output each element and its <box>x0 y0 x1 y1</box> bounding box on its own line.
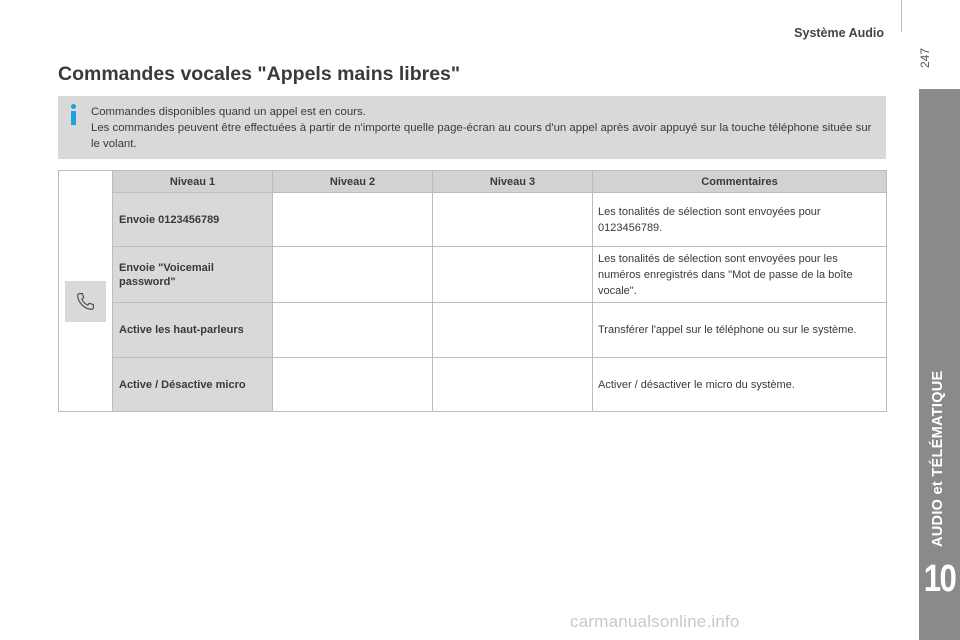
info-line-1: Commandes disponibles quand un appel est en cours. <box>91 106 366 118</box>
table-row <box>59 303 887 358</box>
table-row <box>59 247 887 303</box>
row-level-3 <box>433 193 593 247</box>
watermark: carmanualsonline.info <box>570 612 740 631</box>
row-level-2 <box>273 303 433 358</box>
table-header-row <box>59 171 887 193</box>
info-icon <box>64 104 84 126</box>
header-level-2: Niveau 2 <box>273 171 433 193</box>
header-level-1: Niveau 1 <box>113 171 273 193</box>
row-comment: Transférer l'appel sur le téléphone ou sur le système. <box>593 303 887 358</box>
row-level-2 <box>273 358 433 412</box>
row-level-1: Active / Désactive micro <box>113 358 273 412</box>
row-level-3 <box>433 358 593 412</box>
header-comments: Commentaires <box>593 171 887 193</box>
info-box <box>58 96 886 159</box>
chapter-number: 10 <box>923 558 956 600</box>
row-level-3 <box>433 247 593 303</box>
row-comment: Activer / désactiver le micro du système. <box>593 358 887 412</box>
voice-commands-table <box>58 170 887 412</box>
side-tab-label: AUDIO et TÉLÉMATIQUE <box>930 370 946 547</box>
row-level-3 <box>433 303 593 358</box>
row-comment: Les tonalités de sélection sont envoyées pour 0123456789. <box>593 193 887 247</box>
row-level-1: Envoie 0123456789 <box>113 193 273 247</box>
row-level-1: Active les haut-parleurs <box>113 303 273 358</box>
chapter-header: Système Audio <box>794 26 884 40</box>
header-divider <box>901 0 902 32</box>
row-level-2 <box>273 247 433 303</box>
row-level-2 <box>273 193 433 247</box>
header-level-3: Niveau 3 <box>433 171 593 193</box>
page-number: 247 <box>918 47 932 68</box>
section-title: Commandes vocales "Appels mains libres" <box>58 63 461 85</box>
row-comment: Les tonalités de sélection sont envoyées pour les numéros enregistrés dans "Mot de passe de la boîte vocale". <box>593 247 887 303</box>
phone-icon <box>65 281 106 322</box>
table-row <box>59 193 887 247</box>
table-row <box>59 358 887 412</box>
info-line-2: Les commandes peuvent être effectuées à partir de n'importe quelle page-écran au cours d'un appel après avoir appuyé sur la touche téléphone située sur le volant. <box>91 122 872 150</box>
row-level-1: Envoie "Voicemail password" <box>113 247 273 303</box>
phone-icon-cell <box>59 171 113 412</box>
